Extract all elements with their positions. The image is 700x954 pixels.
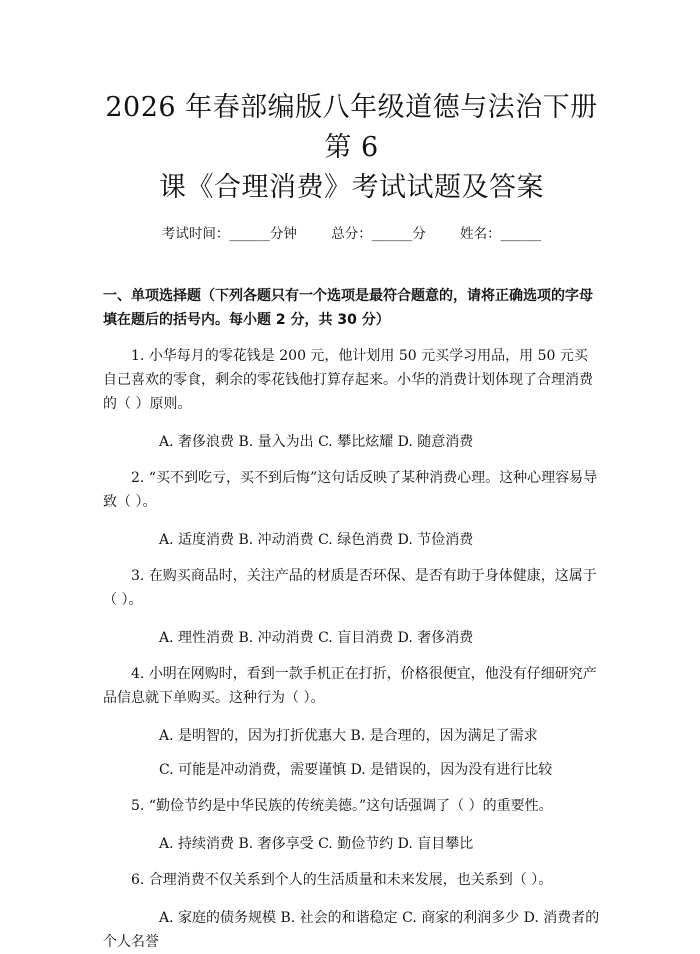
- question-stem: “买不到吃亏，买不到后悔”这句话反映了某种消费心理。这种心理容易导致（ ）。: [103, 470, 598, 510]
- question-6: [103, 868, 600, 892]
- exam-score-label: 总分：______分: [331, 226, 426, 242]
- question-1: [103, 344, 600, 416]
- question-4: [103, 662, 600, 710]
- question-1-options: A. 奢侈浪费 B. 量入为出 C. 攀比炫耀 D. 随意消费: [159, 434, 474, 450]
- question-stem: “勤俭节约是中华民族的传统美德。”这句话强调了（ ）的重要性。: [148, 798, 553, 814]
- question-6-options: A. 家庭的债务规模 B. 社会的和谐稳定 C. 商家的利润多少 D. 消费者的个人名誉: [103, 910, 600, 950]
- title-line-2: 课《合理消费》考试试题及答案: [159, 172, 544, 203]
- section-1-heading: 一、单项选择题（下列各题只有一个选项是最符合题意的，请将正确选项的字母填在题后的括号内。每小题 2 分，共 30 分）: [103, 288, 593, 328]
- question-stem: 小华每月的零花钱是 200 元，他计划用 50 元买学习用品，用 50 元买自己喜欢的零食，剩余的零花钱他打算存起来。小华的消费计划体现了合理消费的（ ）原则。: [103, 348, 593, 412]
- question-2: [103, 466, 600, 514]
- question-number: 4.: [131, 666, 145, 682]
- document-title: [103, 88, 600, 208]
- question-2-options: A. 适度消费 B. 冲动消费 C. 绿色消费 D. 节俭消费: [159, 532, 474, 548]
- question-number: 2.: [131, 470, 145, 486]
- question-3-options: A. 理性消费 B. 冲动消费 C. 盲目消费 D. 奢侈消费: [159, 630, 474, 646]
- question-stem: 小明在网购时，看到一款手机正在打折，价格很便宜，他没有仔细研究产品信息就下单购买。这种行为（ ）。: [103, 666, 597, 706]
- question-4-options-line-1: A. 是明智的，因为打折优惠大 B. 是合理的，因为满足了需求: [159, 728, 538, 744]
- question-3: [103, 564, 600, 612]
- exam-info: [103, 222, 600, 242]
- question-4-options-line-2: C. 可能是冲动消费，需要谨慎 D. 是错误的，因为没有进行比较: [159, 762, 553, 778]
- question-number: 6.: [131, 872, 145, 888]
- question-stem: 在购买商品时，关注产品的材质是否环保、是否有助于身体健康，这属于（ ）。: [103, 568, 597, 608]
- question-5: [103, 794, 600, 818]
- question-5-options: A. 持续消费 B. 奢侈享受 C. 勤俭节约 D. 盲目攀比: [159, 836, 474, 852]
- exam-name-label: 姓名：______: [460, 226, 542, 242]
- question-number: 3.: [131, 568, 145, 584]
- question-stem: 合理消费不仅关系到个人的生活质量和未来发展，也关系到（ ）。: [148, 872, 553, 888]
- question-number: 1.: [131, 348, 145, 364]
- question-number: 5.: [131, 798, 145, 814]
- exam-time-label: 考试时间：______分钟: [161, 226, 297, 242]
- title-line-1: 2026 年春部编版八年级道德与法治下册第 6: [105, 92, 598, 163]
